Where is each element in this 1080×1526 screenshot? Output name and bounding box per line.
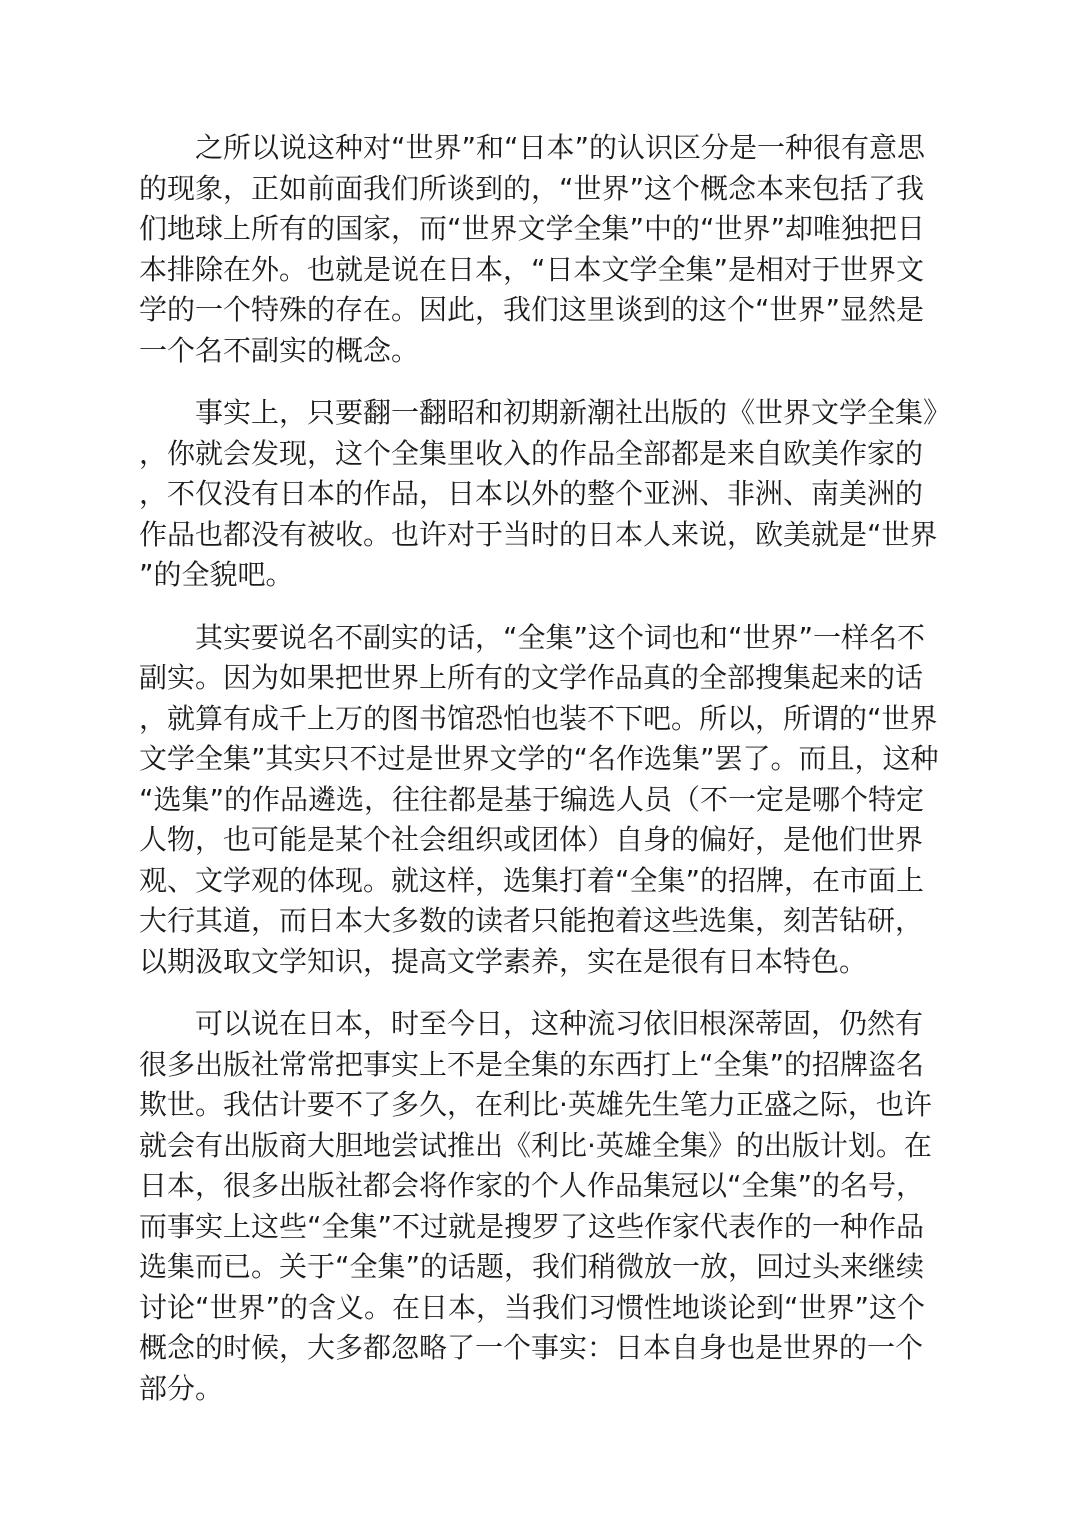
paragraph-2: 事实上，只要翻一翻昭和初期新潮社出版的《世界文学全集》，你就会发现，这个全集里收入的作品全部都是来自欧美作家的，不仅没有日本的作品，日本以外的整个亚洲、非洲、南美洲的作品也都没有被收。也许对于当时的日本人来说，欧美就是“世界”的全貌吧。	[139, 396, 938, 591]
paragraph-4: 可以说在日本，时至今日，这种流习依旧根深蒂固，仍然有很多出版社常常把事实上不是全集的东西打上“全集”的招牌盗名欺世。我估计要不了多久，在利比·英雄先生笔力正盛之际，也许就会有出版商大胆地尝试推出《利比·英雄全集》的出版计划。在日本，很多出版社都会将作家的个人作品集冠以“全集”的名号，而事实上这些“全集”不过就是搜罗了这些作家代表作的一种作品选集而已。关于“全集”的话题，我们稍微放一放，回过头来继续讨论“世界”的含义。在日本，当我们习惯性地谈论到“世界”这个概念的时候，大多都忽略了一个事实：日本自身也是世界的一个部分。	[139, 1007, 932, 1405]
paragraph-3: 其实要说名不副实的话，“全集”这个词也和“世界”一样名不副实。因为如果把世界上所有的文学作品真的全部搜集起来的话，就算有成千上万的图书馆恐怕也装不下吧。所以，所谓的“世界文学全集”其实只不过是世界文学的“名作选集”罢了。而且，这种“选集”的作品遴选，往往都是基于编选人员（不一定是哪个特定人物，也可能是某个社会组织或团体）自身的偏好，是他们世界观、文学观的体现。就这样，选集打着“全集”的招牌，在市面上大行其道，而日本大多数的读者只能抱着这些选集，刻苦钻研，以期汲取文学知识，提高文学素养，实在是很有日本特色。	[139, 620, 939, 978]
paragraph-1: 之所以说这种对“世界”和“日本”的认识区分是一种很有意思的现象，正如前面我们所谈到的，“世界”这个概念本来包括了我们地球上所有的国家，而“世界文学全集”中的“世界”却唯独把日本排除在外。也就是说在日本，“日本文学全集”是相对于世界文学的一个特殊的存在。因此，我们这里谈到的这个“世界”显然是一个名不副实的概念。	[139, 131, 926, 367]
document-page	[139, 128, 939, 1431]
